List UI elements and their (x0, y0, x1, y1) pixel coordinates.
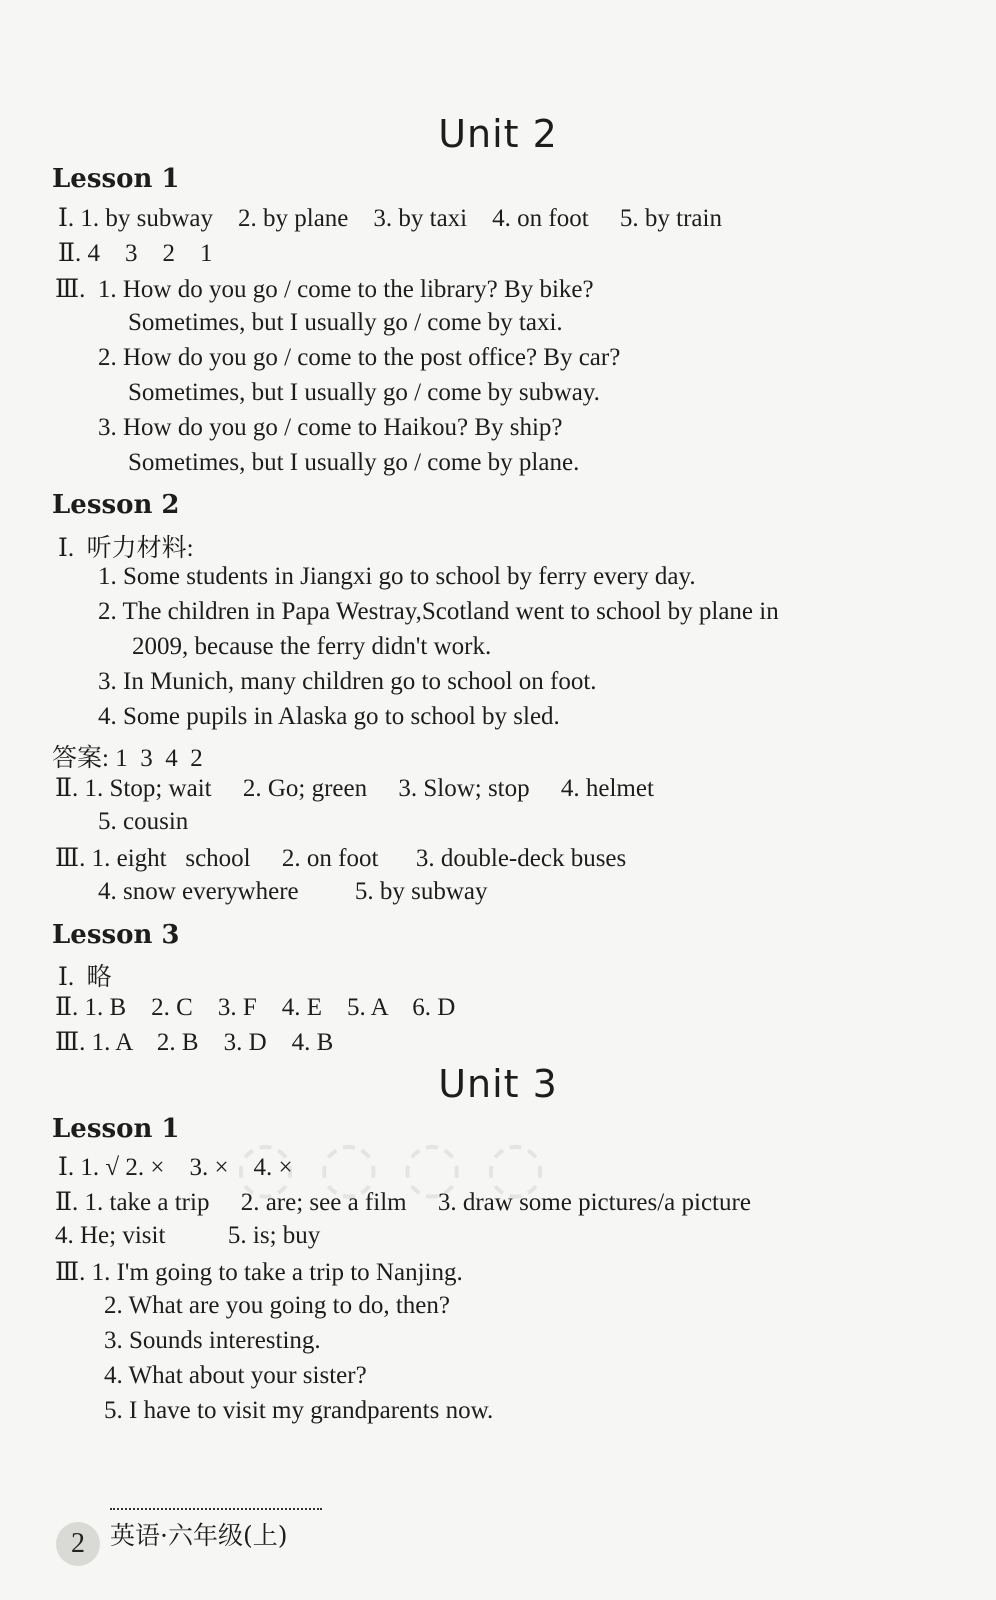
u3-lesson-1-heading: Lesson 1 (52, 1114, 180, 1144)
u2-l2-line: Ⅱ. 1. Stop; wait 2. Go; green 3. Slow; stop 4. helmet (55, 775, 654, 802)
unit-2-heading: Unit 2 (438, 112, 558, 156)
u2-l3-line: Ⅰ. 略 (58, 964, 112, 991)
u2-l2-line: 1. Some students in Jiangxi go to school by ferry every day. (98, 563, 696, 590)
u2-l1-line: Sometimes, but I usually go / come by plane. (128, 449, 580, 476)
u2-l2-line: 3. In Munich, many children go to school on foot. (98, 668, 597, 695)
u3-l1-line: 4. What about your sister? (104, 1362, 367, 1389)
book-title: 英语·六年级(上) (110, 1508, 322, 1562)
u2-l1-line: 2. How do you go / come to the post office? By car? (98, 344, 621, 371)
u2-l2-line: 4. snow everywhere 5. by subway (98, 878, 488, 905)
u2-l3-line: Ⅲ. 1. A 2. B 3. D 4. B (55, 1029, 334, 1056)
u3-l1-line: Ⅲ. 1. I'm going to take a trip to Nanjing. (55, 1259, 463, 1286)
watermark: ◌ ◌ ◌ ◌ (235, 1125, 547, 1207)
u2-l3-line: Ⅱ. 1. B 2. C 3. F 4. E 5. A 6. D (55, 994, 456, 1021)
u2-l1-line: Ⅰ. 1. by subway 2. by plane 3. by taxi 4. on foot 5. by train (58, 205, 722, 232)
u2-l1-line: Ⅲ. 1. How do you go / come to the library? By bike? (55, 276, 594, 303)
u3-l1-line: Ⅰ. 1. √ 2. × 3. × 4. × (58, 1154, 293, 1181)
u2-l2-line: 5. cousin (98, 808, 189, 835)
u2-lesson-1-heading: Lesson 1 (52, 164, 180, 194)
u3-l1-line: 2. What are you going to do, then? (104, 1292, 450, 1319)
u3-l1-line: 4. He; visit 5. is; buy (55, 1222, 321, 1249)
u2-l2-line: Ⅲ. 1. eight school 2. on foot 3. double-deck buses (55, 845, 627, 872)
unit-3-heading: Unit 3 (438, 1062, 558, 1106)
u3-l1-line: 3. Sounds interesting. (104, 1327, 321, 1354)
u2-l2-line: 2009, because the ferry didn't work. (132, 633, 492, 660)
u2-lesson-2-heading: Lesson 2 (52, 490, 180, 520)
u2-l1-line: 3. How do you go / come to Haikou? By ship? (98, 414, 563, 441)
u2-lesson-3-heading: Lesson 3 (52, 920, 180, 950)
u2-l2-line: 2. The children in Papa Westray,Scotland went to school by plane in (98, 598, 779, 625)
u2-l2-line: 4. Some pupils in Alaska go to school by sled. (98, 703, 560, 730)
u2-l2-line: Ⅰ. 听力材料: (58, 535, 194, 562)
page-number: 2 (56, 1522, 100, 1566)
u2-l2-line: 答案: 1 3 4 2 (52, 745, 203, 772)
u3-l1-line: 5. I have to visit my grandparents now. (104, 1397, 494, 1424)
u2-l1-line: Ⅱ. 4 3 2 1 (58, 240, 213, 267)
u2-l1-line: Sometimes, but I usually go / come by taxi. (128, 309, 563, 336)
u2-l1-line: Sometimes, but I usually go / come by subway. (128, 379, 600, 406)
u3-l1-line: Ⅱ. 1. take a trip 2. are; see a film 3. draw some pictures/a picture (55, 1189, 751, 1216)
